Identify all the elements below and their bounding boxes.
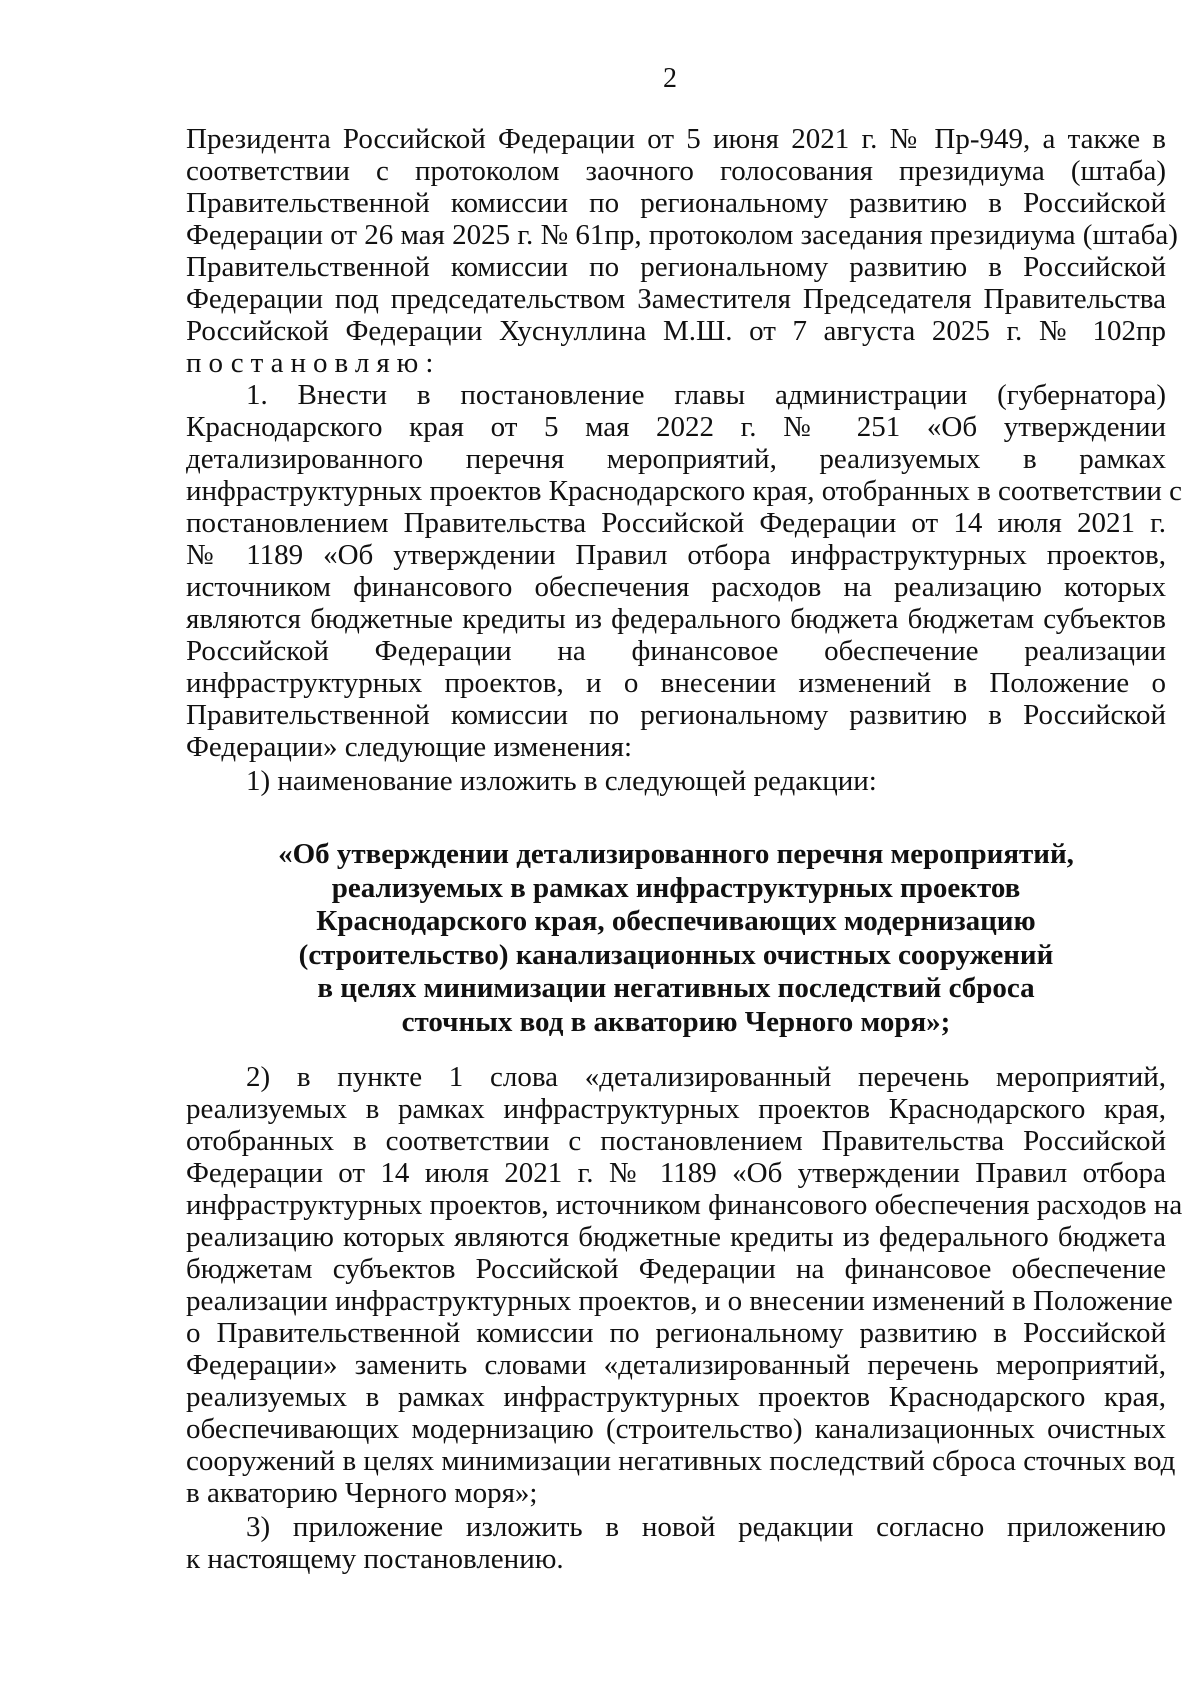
text-line: 1. Внести в постановление главы администрации (губернатора) (246, 379, 1166, 411)
heading-line: сточных вод в акваторию Черного моря»; (401, 1005, 951, 1038)
page-number: 2 (663, 63, 677, 94)
heading-line: «Об утверждении детализированного перечня мероприятий, (278, 838, 1074, 870)
text-line: Федерации под председательством Заместителя Председателя Правительства (186, 283, 1166, 315)
text-line: реализуемых в рамках инфраструктурных проектов Краснодарского края, (186, 1381, 1166, 1413)
text-line: сооружений в целях минимизации негативных последствий сброса сточных вод (186, 1445, 1176, 1477)
heading-line: (строительство) канализационных очистных сооружений (298, 938, 1054, 971)
text-line: к настоящему постановлению. (186, 1543, 564, 1575)
new-title-heading (186, 838, 1166, 1039)
text-line: 1) наименование изложить в следующей редакции: (246, 765, 877, 797)
text-line: соответствии с протоколом заочного голосования президиума (штаба) (186, 155, 1166, 187)
text-line: отобранных в соответствии с постановлением Правительства Российской (186, 1125, 1166, 1157)
text-line: в акваторию Черного моря»; (186, 1477, 538, 1509)
text-line: постановлением Правительства Российской Федерации от 14 июля 2021 г. (186, 507, 1166, 539)
text-line: реализации инфраструктурных проектов, и о внесении изменений в Положение (186, 1285, 1173, 1317)
heading-line: Краснодарского края, обеспечивающих модернизацию (316, 905, 1036, 937)
text-line: детализированного перечня мероприятий, реализуемых в рамках (186, 443, 1166, 475)
text-line: инфраструктурных проектов, источником финансового обеспечения расходов на (186, 1189, 1183, 1221)
text-line: Российской Федерации Хуснуллина М.Ш. от 7 августа 2025 г. № 102пр (186, 315, 1166, 347)
text-line: Краснодарского края от 5 мая 2022 г. № 251 «Об утверждении (186, 411, 1166, 443)
text-line: 2) в пункте 1 слова «детализированный перечень мероприятий, (246, 1061, 1166, 1093)
text-line: реализацию которых являются бюджетные кредиты из федерального бюджета (186, 1221, 1166, 1253)
text-line: Федерации от 14 июля 2021 г. № 1189 «Об утверждении Правил отбора (186, 1157, 1166, 1189)
text-line: Правительственной комиссии по региональному развитию в Российской (186, 187, 1166, 219)
text-line: инфраструктурных проектов, и о внесении изменений в Положение о (186, 667, 1166, 699)
text-line: Федерации» следующие изменения: (186, 731, 633, 763)
decree-word: постановляю: (186, 347, 441, 379)
text-line: Российской Федерации на финансовое обеспечение реализации (186, 635, 1166, 667)
text-line: Федерации от 26 мая 2025 г. № 61пр, протоколом заседания президиума (штаба) (186, 219, 1178, 251)
text-line: Президента Российской Федерации от 5 июня 2021 г. № Пр-949, а также в (186, 123, 1166, 155)
text-line: источником финансового обеспечения расходов на реализацию которых (186, 571, 1166, 603)
text-line: Правительственной комиссии по региональному развитию в Российской (186, 251, 1166, 283)
heading-line: в целях минимизации негативных последствий сброса (317, 972, 1035, 1004)
text-line: Правительственной комиссии по региональному развитию в Российской (186, 699, 1166, 731)
text-line: 3) приложение изложить в новой редакции согласно приложению (246, 1511, 1166, 1543)
text-line: о Правительственной комиссии по региональному развитию в Российской (186, 1317, 1166, 1349)
text-line: Федерации» заменить словами «детализированный перечень мероприятий, (186, 1349, 1166, 1381)
text-line: реализуемых в рамках инфраструктурных проектов Краснодарского края, (186, 1093, 1166, 1125)
heading-line: реализуемых в рамках инфраструктурных проектов (331, 871, 1021, 904)
text-line: № 1189 «Об утверждении Правил отбора инфраструктурных проектов, (186, 539, 1166, 571)
text-line: обеспечивающих модернизацию (строительство) канализационных очистных (186, 1413, 1166, 1445)
text-line: бюджетам субъектов Российской Федерации на финансовое обеспечение (186, 1253, 1166, 1285)
text-line: инфраструктурных проектов Краснодарского края, отобранных в соответствии с (186, 475, 1182, 507)
text-line: являются бюджетные кредиты из федерального бюджета бюджетам субъектов (186, 603, 1166, 635)
